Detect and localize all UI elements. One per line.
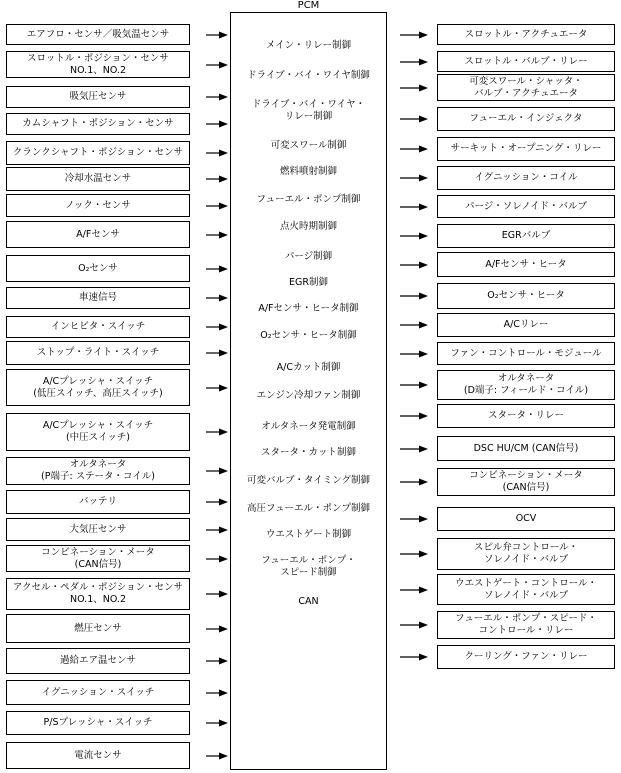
input-box: ノック・センサ <box>6 194 190 217</box>
pcm-function-item: スタータ・カット制御 <box>261 447 356 458</box>
output-box: パージ・ソレノイド・バルブ <box>437 195 615 218</box>
input-arrow-arrowhead <box>219 658 228 665</box>
input-box: 過給エア温センサ <box>6 648 190 674</box>
input-arrow-arrowhead <box>219 324 228 331</box>
output-arrow-arrowhead <box>419 85 428 92</box>
output-arrow-arrowhead <box>419 446 428 453</box>
input-arrow-arrowhead <box>219 266 228 273</box>
pcm-function-item: ドライブ・バイ・ワイヤ・ リレー制御 <box>251 99 366 122</box>
output-box: A/Cリレー <box>437 313 615 337</box>
input-box: ストップ・ライト・スイッチ <box>6 341 190 365</box>
output-arrow-arrowhead <box>419 622 428 629</box>
pcm-function-item: 点火時期制御 <box>279 221 337 232</box>
input-arrow-arrowhead <box>219 232 228 239</box>
output-arrow-arrowhead <box>419 322 428 329</box>
output-box: スピル弁コントロール・ ソレノイド・バルブ <box>437 538 615 570</box>
input-box: オルタネータ (P端子: ステータ・コイル) <box>6 457 190 485</box>
input-arrow-arrowhead <box>219 753 228 760</box>
output-box: 可変スワール・シャッタ・ バルブ・アクチュエータ <box>437 74 615 101</box>
pcm-function-item: EGR制御 <box>289 277 328 288</box>
input-arrow-arrowhead <box>219 176 228 183</box>
output-box: フューエル・インジェクタ <box>437 107 615 131</box>
output-box: O₂センサ・ヒータ <box>437 283 615 309</box>
output-box: イグニッション・コイル <box>437 166 615 190</box>
input-box: A/Cプレッシャ・スイッチ (低圧スイッチ、高圧スイッチ) <box>6 369 190 406</box>
pcm-function-item: 可変スワール制御 <box>270 140 347 151</box>
input-box: カムシャフト・ポジション・センサ <box>6 113 190 135</box>
output-arrow-arrowhead <box>419 233 428 240</box>
output-arrow-arrowhead <box>419 204 428 211</box>
pcm-function-item: O₂センサ・ヒータ制御 <box>260 330 357 341</box>
output-box: A/Fセンサ・ヒータ <box>437 252 615 277</box>
input-arrow-arrowhead <box>219 295 228 302</box>
output-arrow-arrowhead <box>419 382 428 389</box>
output-box: スロットル・アクチュエータ <box>437 24 615 45</box>
pcm-function-item: A/Cカット制御 <box>276 362 341 373</box>
output-box: サーキット・オープニング・リレー <box>437 137 615 161</box>
pcm-function-item: 燃料噴射制御 <box>279 166 337 177</box>
input-arrow-arrowhead <box>219 429 228 436</box>
output-box: フューエル・ポンプ・スピード・ コントロール・リレー <box>437 611 615 639</box>
input-arrow-arrowhead <box>219 527 228 534</box>
input-arrow-arrowhead <box>219 203 228 210</box>
output-arrow-arrowhead <box>419 516 428 523</box>
input-box: イグニッション・スイッチ <box>6 680 190 705</box>
output-arrow-arrowhead <box>419 587 428 594</box>
input-arrow-arrowhead <box>219 720 228 727</box>
input-arrow-arrowhead <box>219 32 228 39</box>
input-box: O₂センサ <box>6 255 190 282</box>
pcm-function-item: フューエル・ポンプ制御 <box>256 194 361 205</box>
output-arrow-arrowhead <box>419 116 428 123</box>
output-arrow-arrowhead <box>419 413 428 420</box>
input-box: インヒビタ・スイッチ <box>6 316 190 338</box>
output-box: DSC HU/CM (CAN信号) <box>437 436 615 461</box>
input-box: バッテリ <box>6 490 190 514</box>
output-arrow-arrowhead <box>419 654 428 661</box>
input-arrow-arrowhead <box>219 62 228 69</box>
output-box: OCV <box>437 507 615 531</box>
pcm-function-item: パージ制御 <box>284 251 333 262</box>
pcm-function-item: フューエル・ポンプ・ スピード制御 <box>261 555 356 578</box>
pcm-function-item: メイン・リレー制御 <box>265 40 352 51</box>
output-arrow-arrowhead <box>419 262 428 269</box>
input-arrow-arrowhead <box>219 121 228 128</box>
output-arrow-arrowhead <box>419 351 428 358</box>
pcm-function-item: オルタネータ発電制御 <box>261 421 356 432</box>
output-box: コンビネーション・メータ (CAN信号) <box>437 468 615 496</box>
input-box: クランクシャフト・ポジション・センサ <box>6 141 190 165</box>
input-box: 冷却水温センサ <box>6 167 190 191</box>
output-arrow-arrowhead <box>419 175 428 182</box>
pcm-function-item: A/Fセンサ・ヒータ制御 <box>258 303 359 314</box>
input-arrow-arrowhead <box>219 499 228 506</box>
output-arrow-arrowhead <box>419 146 428 153</box>
input-arrow-arrowhead <box>219 94 228 101</box>
pcm-function-item: ウエストゲート制御 <box>265 529 352 540</box>
input-box: 燃圧センサ <box>6 614 190 643</box>
input-box: 電流センサ <box>6 742 190 769</box>
output-box: EGRバルブ <box>437 224 615 248</box>
input-box: P/Sプレッシャ・スイッチ <box>6 711 190 735</box>
pcm-function-item: CAN <box>298 596 319 607</box>
input-arrow-arrowhead <box>219 591 228 598</box>
input-box: 吸気圧センサ <box>6 86 190 108</box>
output-arrow-arrowhead <box>419 293 428 300</box>
input-arrow-arrowhead <box>219 690 228 697</box>
input-arrow-arrowhead <box>219 150 228 157</box>
pcm-function-item: エンジン冷却ファン制御 <box>256 390 361 401</box>
input-box: スロットル・ポジション・センサ NO.1、NO.2 <box>6 51 190 78</box>
pcm-function-item: 可変バルブ・タイミング制御 <box>246 475 371 486</box>
output-box: ファン・コントロール・モジュール <box>437 342 615 365</box>
input-arrow-arrowhead <box>219 556 228 563</box>
input-arrow-arrowhead <box>219 385 228 392</box>
output-box: ウエストゲート・コントロール・ ソレノイド・バルブ <box>437 574 615 605</box>
output-box: オルタネータ (D端子: フィールド・コイル) <box>437 370 615 400</box>
pcm-function-item: 高圧フューエル・ポンプ制御 <box>246 503 371 514</box>
output-arrow-arrowhead <box>419 551 428 558</box>
output-box: スタータ・リレー <box>437 404 615 428</box>
output-arrow-arrowhead <box>419 479 428 486</box>
output-arrow-arrowhead <box>419 59 428 66</box>
input-box: 大気圧センサ <box>6 518 190 541</box>
input-box: A/Fセンサ <box>6 221 190 248</box>
pcm-title: PCM <box>297 0 320 11</box>
input-arrow-arrowhead <box>219 626 228 633</box>
input-box: 車速信号 <box>6 287 190 309</box>
input-box: エアフロ・センサ／吸気温センサ <box>6 24 190 45</box>
input-box: A/Cプレッシャ・スイッチ (中圧スイッチ) <box>6 413 190 451</box>
output-arrow-arrowhead <box>419 32 428 39</box>
output-box: スロットル・バルブ・リレー <box>437 51 615 72</box>
input-arrow-arrowhead <box>219 468 228 475</box>
output-box: クーリング・ファン・リレー <box>437 645 615 669</box>
input-box: コンビネーション・メータ (CAN信号) <box>6 545 190 572</box>
input-arrow-arrowhead <box>219 350 228 357</box>
pcm-function-item: ドライブ・バイ・ワイヤ制御 <box>247 70 370 81</box>
input-box: アクセル・ペダル・ポジション・センサ NO.1、NO.2 <box>6 578 190 610</box>
